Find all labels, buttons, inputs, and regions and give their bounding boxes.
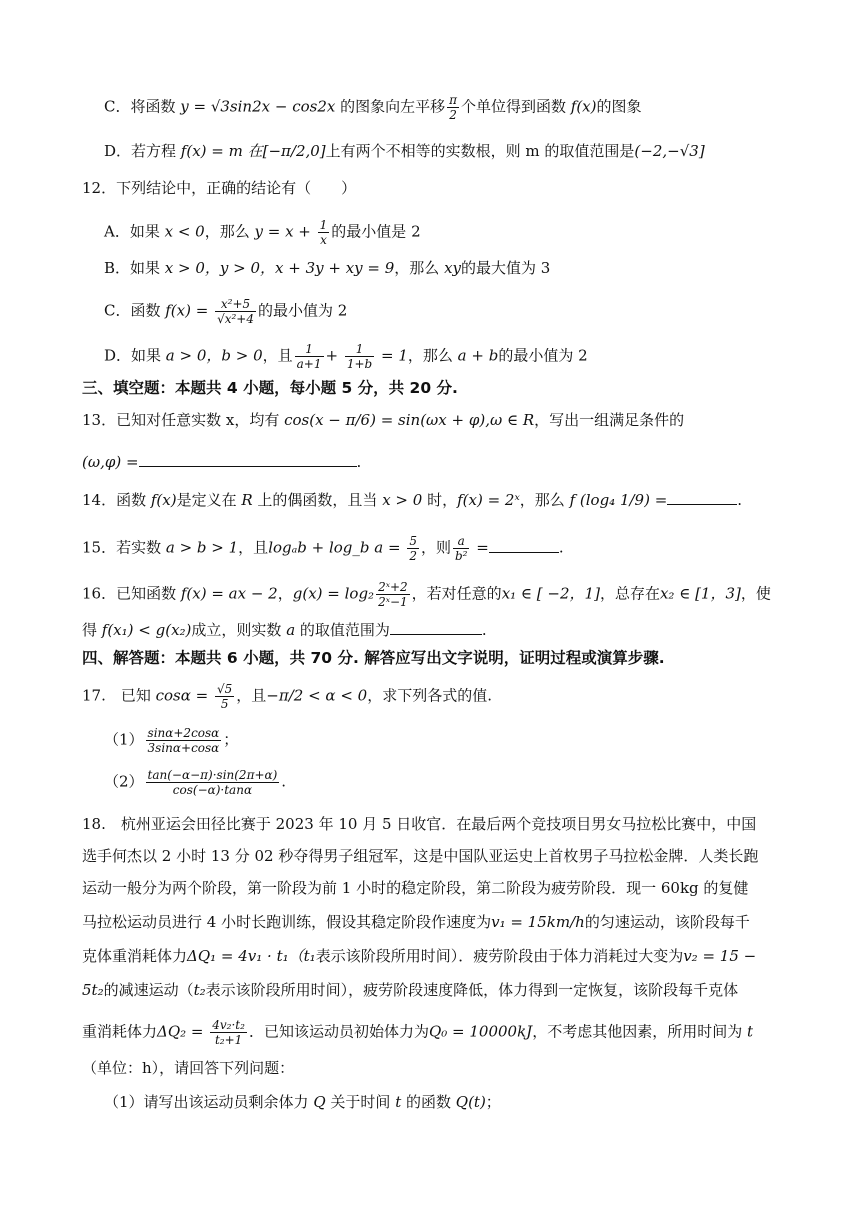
math: cos(x − π/6) = sin(ωx + φ),ω ∈ R [284, 411, 535, 429]
math: f (log₄ 1/9) = [569, 491, 668, 509]
den: 2 [449, 108, 457, 122]
text: 关于时间 [325, 1093, 396, 1111]
text: ，总存在 [599, 584, 660, 603]
num: tan(−α−π)·sin(2π+α) [147, 768, 278, 782]
section-3-heading: 三、填空题：本题共 4 小题，每小题 5 分，共 20 分. [82, 379, 458, 397]
text: ，那么 [519, 491, 570, 509]
math: Q(t) [455, 1093, 486, 1111]
num: 2ˣ+2 [378, 580, 408, 594]
fraction [447, 93, 459, 122]
math: logₐb + log_b a = [268, 538, 406, 557]
q18-line4 [82, 912, 750, 932]
math: a [286, 621, 296, 639]
math: x₂ ∈ [1，3] [659, 584, 741, 603]
fraction [407, 534, 419, 563]
answer-blank[interactable] [390, 620, 482, 635]
text: ，那么 [204, 222, 255, 241]
text: . [281, 772, 287, 791]
math: t [746, 1022, 754, 1041]
q18-line7 [82, 1018, 753, 1047]
math: v₂ = 15 − [683, 947, 757, 965]
math: f(x) = ax − 2 [180, 584, 278, 603]
text: ，且 [236, 686, 267, 705]
math: = 1 [376, 346, 408, 365]
q16-line1 [82, 580, 771, 609]
text: C．将函数 [104, 97, 181, 116]
text: 的最小值为 2 [258, 301, 348, 320]
q12-option-c [104, 297, 347, 326]
text: . [356, 453, 362, 471]
text: ， [277, 584, 293, 603]
den: x [320, 233, 327, 247]
text: 是定义在 [176, 491, 242, 509]
fraction [215, 297, 256, 326]
math: f(x) = [165, 301, 214, 320]
text: 的最大值为 3 [461, 259, 551, 277]
text: . [737, 491, 743, 509]
q11-option-d [104, 141, 705, 161]
text: A．如果 [104, 222, 165, 241]
math: a + b [457, 346, 499, 365]
q17-stem [82, 682, 492, 711]
text: 重消耗体力 [82, 1022, 158, 1041]
text: 15．若实数 [82, 538, 166, 557]
q12-option-d [104, 342, 588, 371]
num: 4v₂·t₂ [212, 1018, 245, 1032]
text: 17. 已知 [82, 686, 156, 705]
text: 上的偶函数，且当 [252, 491, 383, 509]
answer-blank[interactable] [139, 452, 357, 467]
num: π [449, 93, 457, 107]
num: 1 [295, 342, 324, 357]
text: ，那么 [407, 346, 458, 365]
den: √x²+4 [217, 312, 254, 326]
q15 [82, 534, 564, 563]
text: 马拉松运动员进行 4 小时长跑训练，假设其稳定阶段作速度为 [82, 913, 492, 931]
q18-line1: 18. 杭州亚运会田径比赛于 2023 年 10 月 5 日收官．在最后两个竞技项目男女马拉松比赛中，中国 [82, 815, 757, 833]
math: 5t₂ [82, 981, 104, 999]
text: 的函数 [401, 1093, 456, 1111]
num: 1 [319, 218, 328, 232]
text: 的图象 [596, 97, 642, 116]
fraction [146, 768, 280, 797]
q12-stem: 12．下列结论中，正确的结论有（ ） [82, 179, 357, 197]
text: ，求下列各式的值. [367, 686, 492, 705]
text: C．函数 [104, 301, 166, 320]
text: 的减速运动（ [103, 981, 194, 999]
num: sinα+2cosα [147, 726, 220, 740]
text: ，且 [238, 538, 269, 557]
den: a+1 [296, 357, 322, 371]
num: a [453, 534, 470, 549]
text: 14．函数 [82, 491, 151, 509]
answer-blank[interactable] [489, 538, 559, 553]
text: 克体重消耗体力 [82, 947, 188, 965]
text: 13．已知对任意实数 x，均有 [82, 411, 285, 429]
text: 表示该阶段所用时间），疲劳阶段速度降低，体力得到一定恢复，该阶段每千克体 [205, 981, 739, 999]
math: t [395, 1093, 402, 1111]
text: ，且 [262, 346, 293, 365]
den: b² [454, 549, 468, 563]
den: cos(−α)·tanα [172, 783, 253, 797]
math: x > 0 [382, 491, 423, 509]
math: f(x) = m 在 [180, 142, 263, 160]
q17-part2 [104, 768, 286, 797]
math: a > 0，b > 0 [165, 346, 263, 365]
math: x₁ ∈ [ −2，1] [501, 584, 600, 603]
math: t₂ [193, 981, 206, 999]
q18-line3: 运动一般分为两个阶段，第一阶段为前 1 小时的稳定阶段，第二阶段为疲劳阶段．现一 60kg 的复健 [82, 879, 749, 897]
den: 2 [409, 549, 417, 563]
math: Q₀ = 10000kJ [428, 1022, 533, 1041]
text: 的取值范围为 [295, 621, 390, 639]
text: . [558, 538, 564, 557]
text: ； [223, 730, 239, 749]
text: D．如果 [104, 346, 166, 365]
text: ，不考虑其他因素，所用时间为 [532, 1022, 747, 1041]
fraction [345, 342, 374, 371]
text: 的最小值为 2 [498, 346, 588, 365]
math: v₁ = 15km/h [491, 913, 585, 931]
text: D．若方程 [104, 142, 181, 160]
math: y = x + [254, 222, 316, 241]
q18-line8: （单位：h），请回答下列问题： [82, 1059, 295, 1077]
q12-option-b [104, 258, 550, 278]
text: B．如果 [104, 259, 165, 277]
fraction [215, 682, 234, 711]
q18-line5 [82, 946, 756, 966]
text: ； [485, 1093, 501, 1111]
num: √5 [217, 682, 233, 696]
q17-part1 [104, 726, 238, 755]
text: （1）请写出该运动员剩余体力 [104, 1093, 314, 1111]
fraction [453, 534, 470, 563]
fraction [318, 218, 330, 247]
q13-line1 [82, 410, 684, 430]
math: + [325, 346, 343, 365]
text: . [481, 621, 487, 639]
den: 3sinα+cosα [147, 741, 220, 755]
q18-line6 [82, 980, 738, 1000]
math: f(x) [150, 491, 177, 509]
math: xy [444, 259, 462, 277]
math: x < 0 [164, 222, 205, 241]
fraction [210, 1018, 247, 1047]
q16-line2 [82, 620, 487, 640]
math: g(x) = log₂ [292, 584, 375, 603]
text: 的最小值是 2 [331, 222, 421, 241]
math: (−2,−√3] [634, 142, 705, 160]
math: cosα = [155, 686, 213, 705]
math: ΔQ₂ = [157, 1022, 209, 1041]
math: = [471, 538, 489, 557]
text: ，写出一组满足条件的 [534, 411, 685, 429]
math: R [241, 491, 253, 509]
text: （2） [104, 772, 144, 791]
text: ，则 [420, 538, 451, 557]
text: ．已知该运动员初始体力为 [248, 1022, 429, 1041]
text: （1） [104, 730, 144, 749]
math: x > 0，y > 0，x + 3y + xy = 9 [164, 259, 395, 277]
fraction [376, 580, 410, 609]
fraction [146, 726, 222, 755]
num: 1 [345, 342, 374, 357]
math: ΔQ₁ = 4v₁ · t₁（t₁ [187, 947, 316, 965]
den: t₂+1 [214, 1033, 243, 1047]
q12-option-a [104, 218, 421, 247]
num: x²+5 [215, 297, 256, 312]
den: 1+b [346, 357, 373, 371]
text: 表示该阶段所用时间）．疲劳阶段由于体力消耗过大变为 [315, 947, 684, 965]
den: 5 [220, 697, 229, 711]
math: f(x) [570, 97, 597, 116]
text: 成立，则实数 [191, 621, 287, 639]
text: ，那么 [394, 259, 445, 277]
math: −π/2 < α < 0 [266, 686, 368, 705]
text: 时， [422, 491, 458, 509]
answer-blank[interactable] [667, 490, 737, 505]
text: ，若对任意的 [411, 584, 502, 603]
math: [−π/2,0] [262, 142, 326, 160]
fraction [295, 342, 324, 371]
q13-line2 [82, 452, 361, 472]
text: 的图象向左平移 [340, 97, 446, 116]
math: (ω,φ) = [82, 453, 139, 471]
text: 上有两个不相等的实数根，则 m 的取值范围是 [325, 142, 635, 160]
math: Q [313, 1093, 326, 1111]
text: 得 [82, 621, 102, 639]
q18-line2: 选手何杰以 2 小时 13 分 02 秒夺得男子组冠军，这是中国队亚运史上首枚男子马拉松金牌．人类长跑 [82, 847, 759, 865]
num: 5 [409, 534, 417, 548]
math: a > b > 1 [165, 538, 239, 557]
math: f(x) = 2ˣ [457, 491, 520, 509]
math: y = √3sin2x − cos2x [180, 97, 341, 116]
text: 的匀速运动，该阶段每千 [584, 913, 750, 931]
den: 2ˣ−1 [378, 595, 408, 609]
q18-question1 [104, 1092, 501, 1112]
section-4-heading: 四、解答题：本题共 6 小题，共 70 分. 解答应写出文字说明，证明过程或演算步骤. [82, 649, 665, 667]
text: 个单位得到函数 [461, 97, 571, 116]
text: 16．已知函数 [82, 584, 181, 603]
q11-option-c [104, 93, 642, 122]
text: ，使 [740, 584, 771, 603]
math: f(x₁) < g(x₂) [101, 621, 192, 639]
q14 [82, 490, 742, 510]
